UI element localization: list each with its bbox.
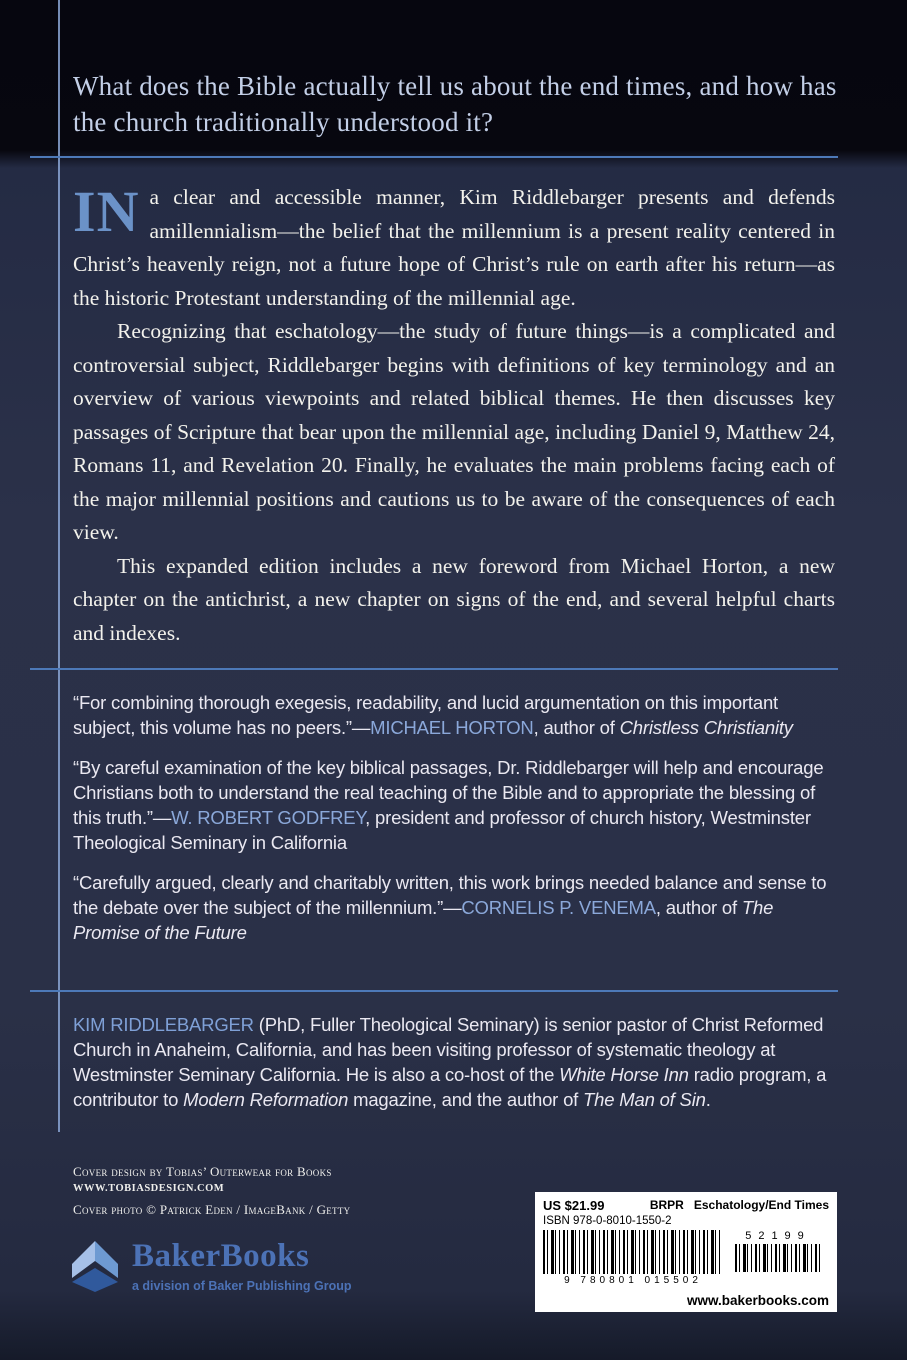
description-paragraph: This expanded edition includes a new foreword from Michael Horton, a new chapter on the antichrist, a new chapter on signs of the end, and several helpful charts and indexes. — [73, 553, 835, 645]
endorsements-section — [73, 690, 837, 945]
headline: What does the Bible actually tell us about the end times, and how has the church traditionally understood it? — [73, 71, 837, 137]
category-label — [650, 1198, 829, 1213]
barcode-digits: 9 780801 015502 — [564, 1275, 702, 1286]
bio-italic-title: The Man of Sin — [583, 1089, 706, 1110]
endorser-name: CORNELIS P. VENEMA — [461, 897, 656, 918]
barcode-bars — [543, 1230, 723, 1274]
price-label: US $21.99 — [543, 1198, 605, 1213]
logo-tagline: a division of Baker Publishing Group — [132, 1279, 352, 1293]
dropcap: IN — [73, 179, 140, 244]
author-bio — [73, 1012, 837, 1112]
book-title: The Promise of the Future — [73, 897, 774, 943]
designer-url: WWW.TOBIASDESIGN.COM — [73, 1183, 225, 1194]
bio-text: radio program, a contributor to — [73, 1064, 827, 1110]
left-accent-line — [58, 0, 60, 1132]
addon-bars — [735, 1244, 821, 1272]
bio-italic-title: White Horse Inn — [559, 1064, 689, 1085]
author-name: KIM RIDDLEBARGER — [73, 1014, 254, 1035]
divider-bottom — [30, 990, 838, 992]
bio-italic-title: Modern Reformation — [183, 1089, 349, 1110]
bio-text: (PhD, Fuller Theological Seminary) is senior pastor of Christ Reformed Church in Anaheim, California, and has been visiting professor of systematic theology at Westminster Seminary California. He is also a co-host of the — [73, 1014, 824, 1085]
endorsement — [73, 870, 837, 945]
bio-text: . — [705, 1089, 711, 1110]
barcode-panel — [535, 1192, 837, 1312]
barcode-header-row — [543, 1198, 829, 1213]
quote-text: “By careful examination of the key biblical passages, Dr. Riddlebarger will help and encourage Christians both to understand the real teaching of the Bible and to appropriate the blessing of this truth.”— — [73, 757, 824, 828]
endorser-role: , author of — [533, 717, 620, 738]
description-paragraph: Recognizing that eschatology—the study of future things—is a complicated and controversial subject, Riddlebarger begins with definitions of key terminology and an overview of various viewpoints and related biblical themes. He then discusses key passages of Scripture that bear upon the millennial age, including Daniel 9, Matthew 24, Romans 11, and Revelation 20. Finally, he evaluates the main problems facing each of the major millennial positions and cautions us to be aware of the consequences of each view. — [73, 319, 835, 544]
description-paragraph — [73, 181, 835, 315]
barcode-graphic — [543, 1230, 829, 1274]
addon-digits: 52199 — [745, 1230, 811, 1242]
category-text: Eschatology/End Times — [693, 1198, 829, 1212]
divider-middle — [30, 668, 838, 670]
endorsement — [73, 755, 837, 855]
isbn-label: ISBN 978-0-8010-1550-2 — [543, 1215, 672, 1227]
endorsement — [73, 690, 837, 740]
barcode-addon — [735, 1230, 821, 1274]
endorser-role: , president and professor of church history, Westminster Theological Seminary in California — [73, 807, 811, 853]
category-code: BRPR — [649, 1198, 684, 1212]
bakerbooks-logo — [68, 1236, 351, 1294]
divider-top — [30, 156, 838, 158]
cover-design-credit: Cover design by Tobias’ Outerwear for Books — [73, 1164, 332, 1179]
paragraph-text: a clear and accessible manner, Kim Riddlebarger presents and defends amillennialism—the belief that the millennium is a present reality centered in Christ’s heavenly reign, not a future hope of Christ’s rule on earth after his return—as the historic Protestant understanding of the millennial age. — [73, 185, 835, 310]
bakerbooks-icon — [68, 1236, 122, 1294]
quote-text: “For combining thorough exegesis, readability, and lucid argumentation on this important subject, this volume has no peers.”— — [73, 692, 778, 738]
logo-wordmark: BakerBooks — [132, 1238, 310, 1274]
endorser-role: , author of — [655, 897, 742, 918]
cover-photo-credit: Cover photo © Patrick Eden / ImageBank / Getty — [73, 1202, 351, 1217]
bio-text: magazine, and the author of — [348, 1089, 584, 1110]
endorser-name: MICHAEL HORTON — [370, 717, 534, 738]
credits-block — [73, 1164, 350, 1218]
logo-wordmark-group — [132, 1236, 351, 1293]
endorser-name: W. ROBERT GODFREY — [171, 807, 366, 828]
quote-text: “Carefully argued, clearly and charitably written, this work brings needed balance and sense to the debate over the subject of the millennium.”— — [73, 872, 827, 918]
book-title: Christless Christianity — [619, 717, 793, 738]
publisher-url: www.bakerbooks.com — [686, 1293, 829, 1308]
description-section — [73, 181, 835, 650]
